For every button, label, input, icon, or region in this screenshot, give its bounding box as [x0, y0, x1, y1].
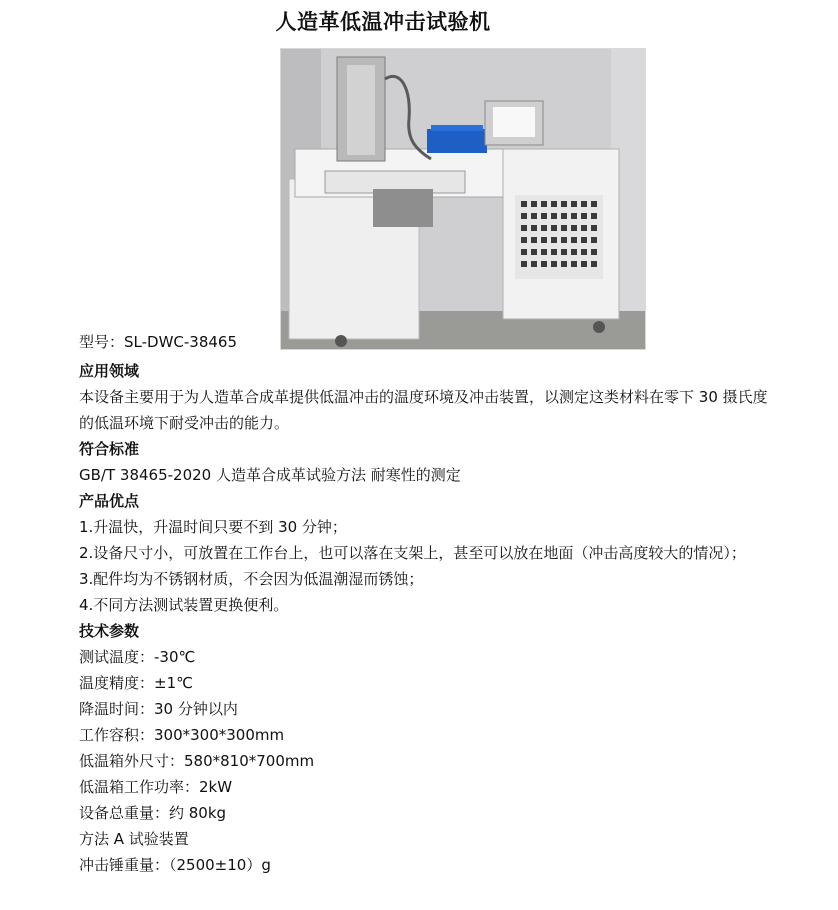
specs-heading: 技术参数	[79, 622, 140, 640]
spec-item: 方法 A 试验装置	[79, 830, 189, 848]
advantage-item: 4.不同方法测试装置更换便利。	[79, 596, 289, 614]
spec-item: 冲击锤重量：（2500±10）g	[79, 856, 271, 874]
standard-text: GB/T 38465-2020 人造革合成革试验方法 耐寒性的测定	[79, 466, 461, 484]
spec-item: 工作容积：300*300*300mm	[79, 726, 285, 744]
document-title: 人造革低温冲击试验机	[275, 10, 491, 34]
advantage-item: 2.设备尺寸小，可放置在工作台上，也可以落在支架上，甚至可以放在地面（冲击高度较大的情况）；	[79, 544, 746, 562]
product-photo-illustration	[281, 49, 645, 349]
standard-heading: 符合标准	[79, 440, 140, 458]
advantage-item: 1.升温快，升温时间只要不到 30 分钟；	[79, 518, 347, 536]
model-number: 型号：SL-DWC-38465	[79, 333, 238, 351]
spec-item: 测试温度：-30℃	[79, 648, 196, 666]
spec-item: 低温箱工作功率：2kW	[79, 778, 233, 796]
spec-item: 设备总重量：约 80kg	[79, 804, 227, 822]
spec-item: 低温箱外尺寸：580*810*700mm	[79, 752, 315, 770]
document-content	[79, 358, 779, 878]
advantages-heading: 产品优点	[79, 492, 140, 510]
product-photo	[280, 48, 646, 350]
application-text: 本设备主要用于为人造革合成革提供低温冲击的温度环境及冲击装置，以测定这类材料在零下 30 摄氏度的低温环境下耐受冲击的能力。	[79, 388, 768, 432]
spec-item: 温度精度：±1℃	[79, 674, 193, 692]
spec-item: 降温时间：30 分钟以内	[79, 700, 238, 718]
advantage-item: 3.配件均为不锈钢材质，不会因为低温潮湿而锈蚀；	[79, 570, 424, 588]
application-heading: 应用领域	[79, 362, 140, 380]
